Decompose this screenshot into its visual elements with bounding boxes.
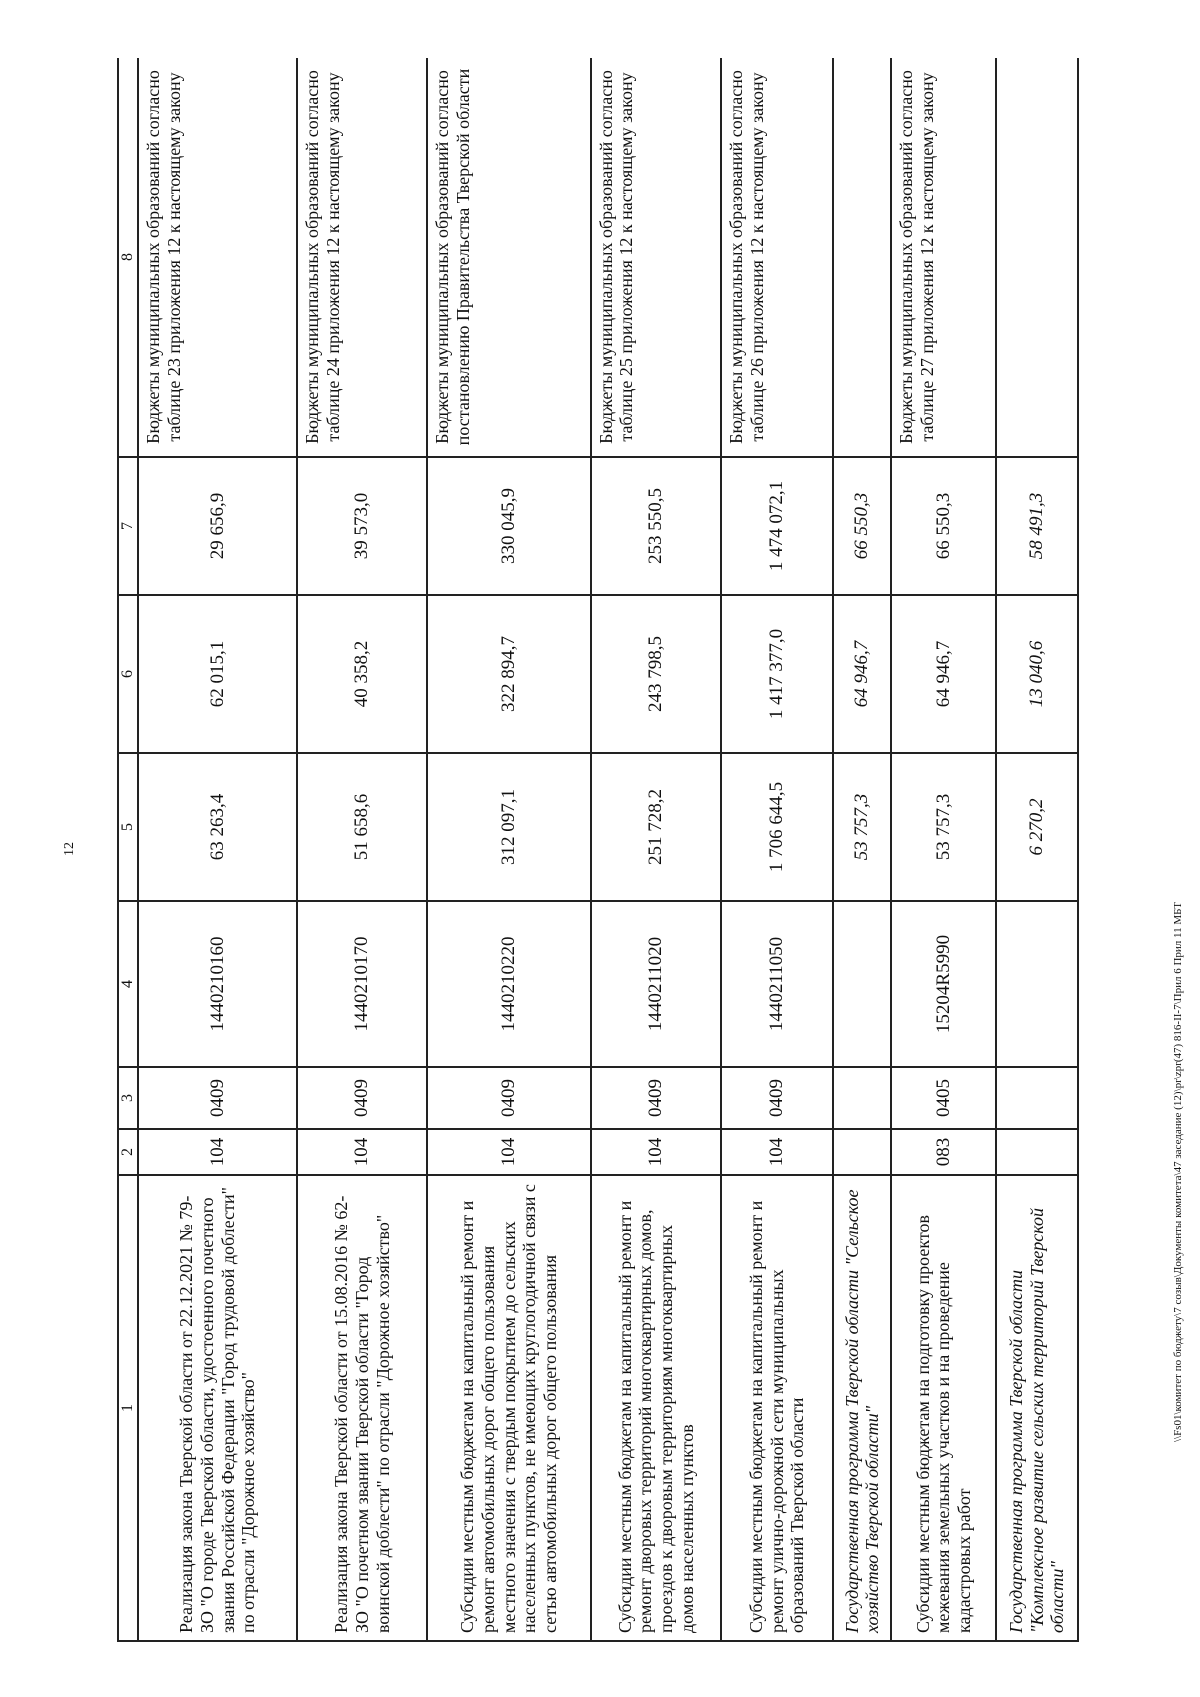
amount-year3-cell: 66 550,3	[891, 457, 996, 595]
ministry-code-cell: 104	[591, 1129, 722, 1175]
recipients-cell: Бюджеты муниципальных образований согласно таблице 23 приложения 12 к настоящему закону	[138, 58, 297, 457]
table-row	[427, 58, 590, 1641]
amount-year1-cell: 312 097,1	[427, 753, 590, 901]
ministry-code-cell: 104	[721, 1129, 833, 1175]
ministry-code-cell: 083	[891, 1129, 996, 1175]
amount-year2-cell: 243 798,5	[591, 595, 722, 753]
target-article-cell: 1440210170	[297, 901, 428, 1067]
amount-year2-cell: 64 946,7	[891, 595, 996, 753]
section-code-cell	[833, 1067, 891, 1129]
section-code-cell: 0409	[591, 1067, 722, 1129]
recipients-cell: Бюджеты муниципальных образований согласно таблице 24 приложения 12 к настоящему закону	[297, 58, 428, 457]
amount-year1-cell: 1 706 644,5	[721, 753, 833, 901]
target-article-cell: 1440211050	[721, 901, 833, 1067]
section-code-cell: 0409	[138, 1067, 297, 1129]
ministry-code-cell: 104	[138, 1129, 297, 1175]
section-code-cell: 0409	[721, 1067, 833, 1129]
amount-year2-cell: 13 040,6	[996, 595, 1078, 753]
description-cell: Государственная программа Тверской области "Сельское хозяйство Тверской области"	[833, 1175, 891, 1641]
ministry-code-cell	[996, 1129, 1078, 1175]
amount-year2-cell: 64 946,7	[833, 595, 891, 753]
amount-year2-cell: 40 358,2	[297, 595, 428, 753]
target-article-cell	[833, 901, 891, 1067]
amount-year2-cell: 1 417 377,0	[721, 595, 833, 753]
recipients-cell	[833, 58, 891, 457]
target-article-cell	[996, 901, 1078, 1067]
table-row	[891, 58, 996, 1641]
section-code-cell: 0409	[427, 1067, 590, 1129]
recipients-cell	[996, 58, 1078, 457]
description-cell: Субсидии местным бюджетам на капитальный ремонт и ремонт дворовых территорий многоквартирных домов, проездов к дворовым территориям многоквартирных домов населенных пунктов	[591, 1175, 722, 1641]
rotated-table-wrapper	[117, 58, 1079, 1642]
table-row	[591, 58, 722, 1641]
amount-year3-cell: 39 573,0	[297, 457, 428, 595]
table-row	[297, 58, 428, 1641]
amount-year3-cell: 66 550,3	[833, 457, 891, 595]
budget-table	[117, 58, 1079, 1642]
amount-year1-cell: 6 270,2	[996, 753, 1078, 901]
column-header-2: 2	[118, 1129, 138, 1175]
table-row	[996, 58, 1078, 1641]
amount-year1-cell: 251 728,2	[591, 753, 722, 901]
description-cell: Субсидии местным бюджетам на подготовку проектов межевания земельных участков и на проведение кадастровых работ	[891, 1175, 996, 1641]
target-article-cell: 1440211020	[591, 901, 722, 1067]
column-header-8: 8	[118, 58, 138, 457]
table-row	[833, 58, 891, 1641]
column-header-3: 3	[118, 1067, 138, 1129]
description-cell: Субсидии местным бюджетам на капитальный ремонт и ремонт автомобильных дорог общего пользования местного значения с твердым покрытием до сельских населенных пунктов, не имеющих круглогодичной связи с сетью автомобильных дорог общего пользования	[427, 1175, 590, 1641]
amount-year3-cell: 29 656,9	[138, 457, 297, 595]
target-article-cell: 1440210160	[138, 901, 297, 1067]
amount-year1-cell: 63 263,4	[138, 753, 297, 901]
amount-year3-cell: 253 550,5	[591, 457, 722, 595]
ministry-code-cell: 104	[427, 1129, 590, 1175]
column-header-5: 5	[118, 753, 138, 901]
table-row	[721, 58, 833, 1641]
amount-year3-cell: 1 474 072,1	[721, 457, 833, 595]
recipients-cell: Бюджеты муниципальных образований согласно таблице 26 приложения 12 к настоящему закону	[721, 58, 833, 457]
description-cell: Государственная программа Тверской области "Комплексное развитие сельских территорий Тверской области"	[996, 1175, 1078, 1641]
column-header-7: 7	[118, 457, 138, 595]
section-code-cell: 0405	[891, 1067, 996, 1129]
section-code-cell: 0409	[297, 1067, 428, 1129]
ministry-code-cell	[833, 1129, 891, 1175]
target-article-cell: 15204R5990	[891, 901, 996, 1067]
page-number: 12	[62, 842, 77, 856]
amount-year2-cell: 62 015,1	[138, 595, 297, 753]
amount-year1-cell: 51 658,6	[297, 753, 428, 901]
ministry-code-cell: 104	[297, 1129, 428, 1175]
section-code-cell	[996, 1067, 1078, 1129]
footer-file-path: \\Fs01\комитет по бюджету\7 созыв\Документы комитета\47 заседание (12)\pr\zpr(47) 816-II-7\Прил 6 Прил 11 МБТ	[1172, 901, 1184, 1443]
amount-year1-cell: 53 757,3	[891, 753, 996, 901]
recipients-cell: Бюджеты муниципальных образований согласно таблице 27 приложения 12 к настоящему закону	[891, 58, 996, 457]
recipients-cell: Бюджеты муниципальных образований согласно таблице 25 приложения 12 к настоящему закону	[591, 58, 722, 457]
target-article-cell: 1440210220	[427, 901, 590, 1067]
column-header-6: 6	[118, 595, 138, 753]
column-header-4: 4	[118, 901, 138, 1067]
recipients-cell: Бюджеты муниципальных образований согласно постановлению Правительства Тверской области	[427, 58, 590, 457]
description-cell: Реализация закона Тверской области от 22.12.2021 № 79-ЗО "О городе Тверской области, удостоенного почетного звания Российской Федерации "Город трудовой доблести" по отрасли "Дорожное хозяйство"	[138, 1175, 297, 1641]
amount-year2-cell: 322 894,7	[427, 595, 590, 753]
description-cell: Реализация закона Тверской области от 15.08.2016 № 62-ЗО "О почетном звании Тверской области "Город воинской доблести" по отрасли "Дорожное хозяйство"	[297, 1175, 428, 1641]
description-cell: Субсидии местным бюджетам на капитальный ремонт и ремонт улично-дорожной сети муниципальных образований Тверской области	[721, 1175, 833, 1641]
table-row	[138, 58, 297, 1641]
amount-year3-cell: 58 491,3	[996, 457, 1078, 595]
amount-year3-cell: 330 045,9	[427, 457, 590, 595]
column-header-1: 1	[118, 1175, 138, 1641]
table-body	[138, 58, 1078, 1641]
table-container	[117, 58, 1079, 1642]
header-row	[118, 58, 138, 1641]
amount-year1-cell: 53 757,3	[833, 753, 891, 901]
